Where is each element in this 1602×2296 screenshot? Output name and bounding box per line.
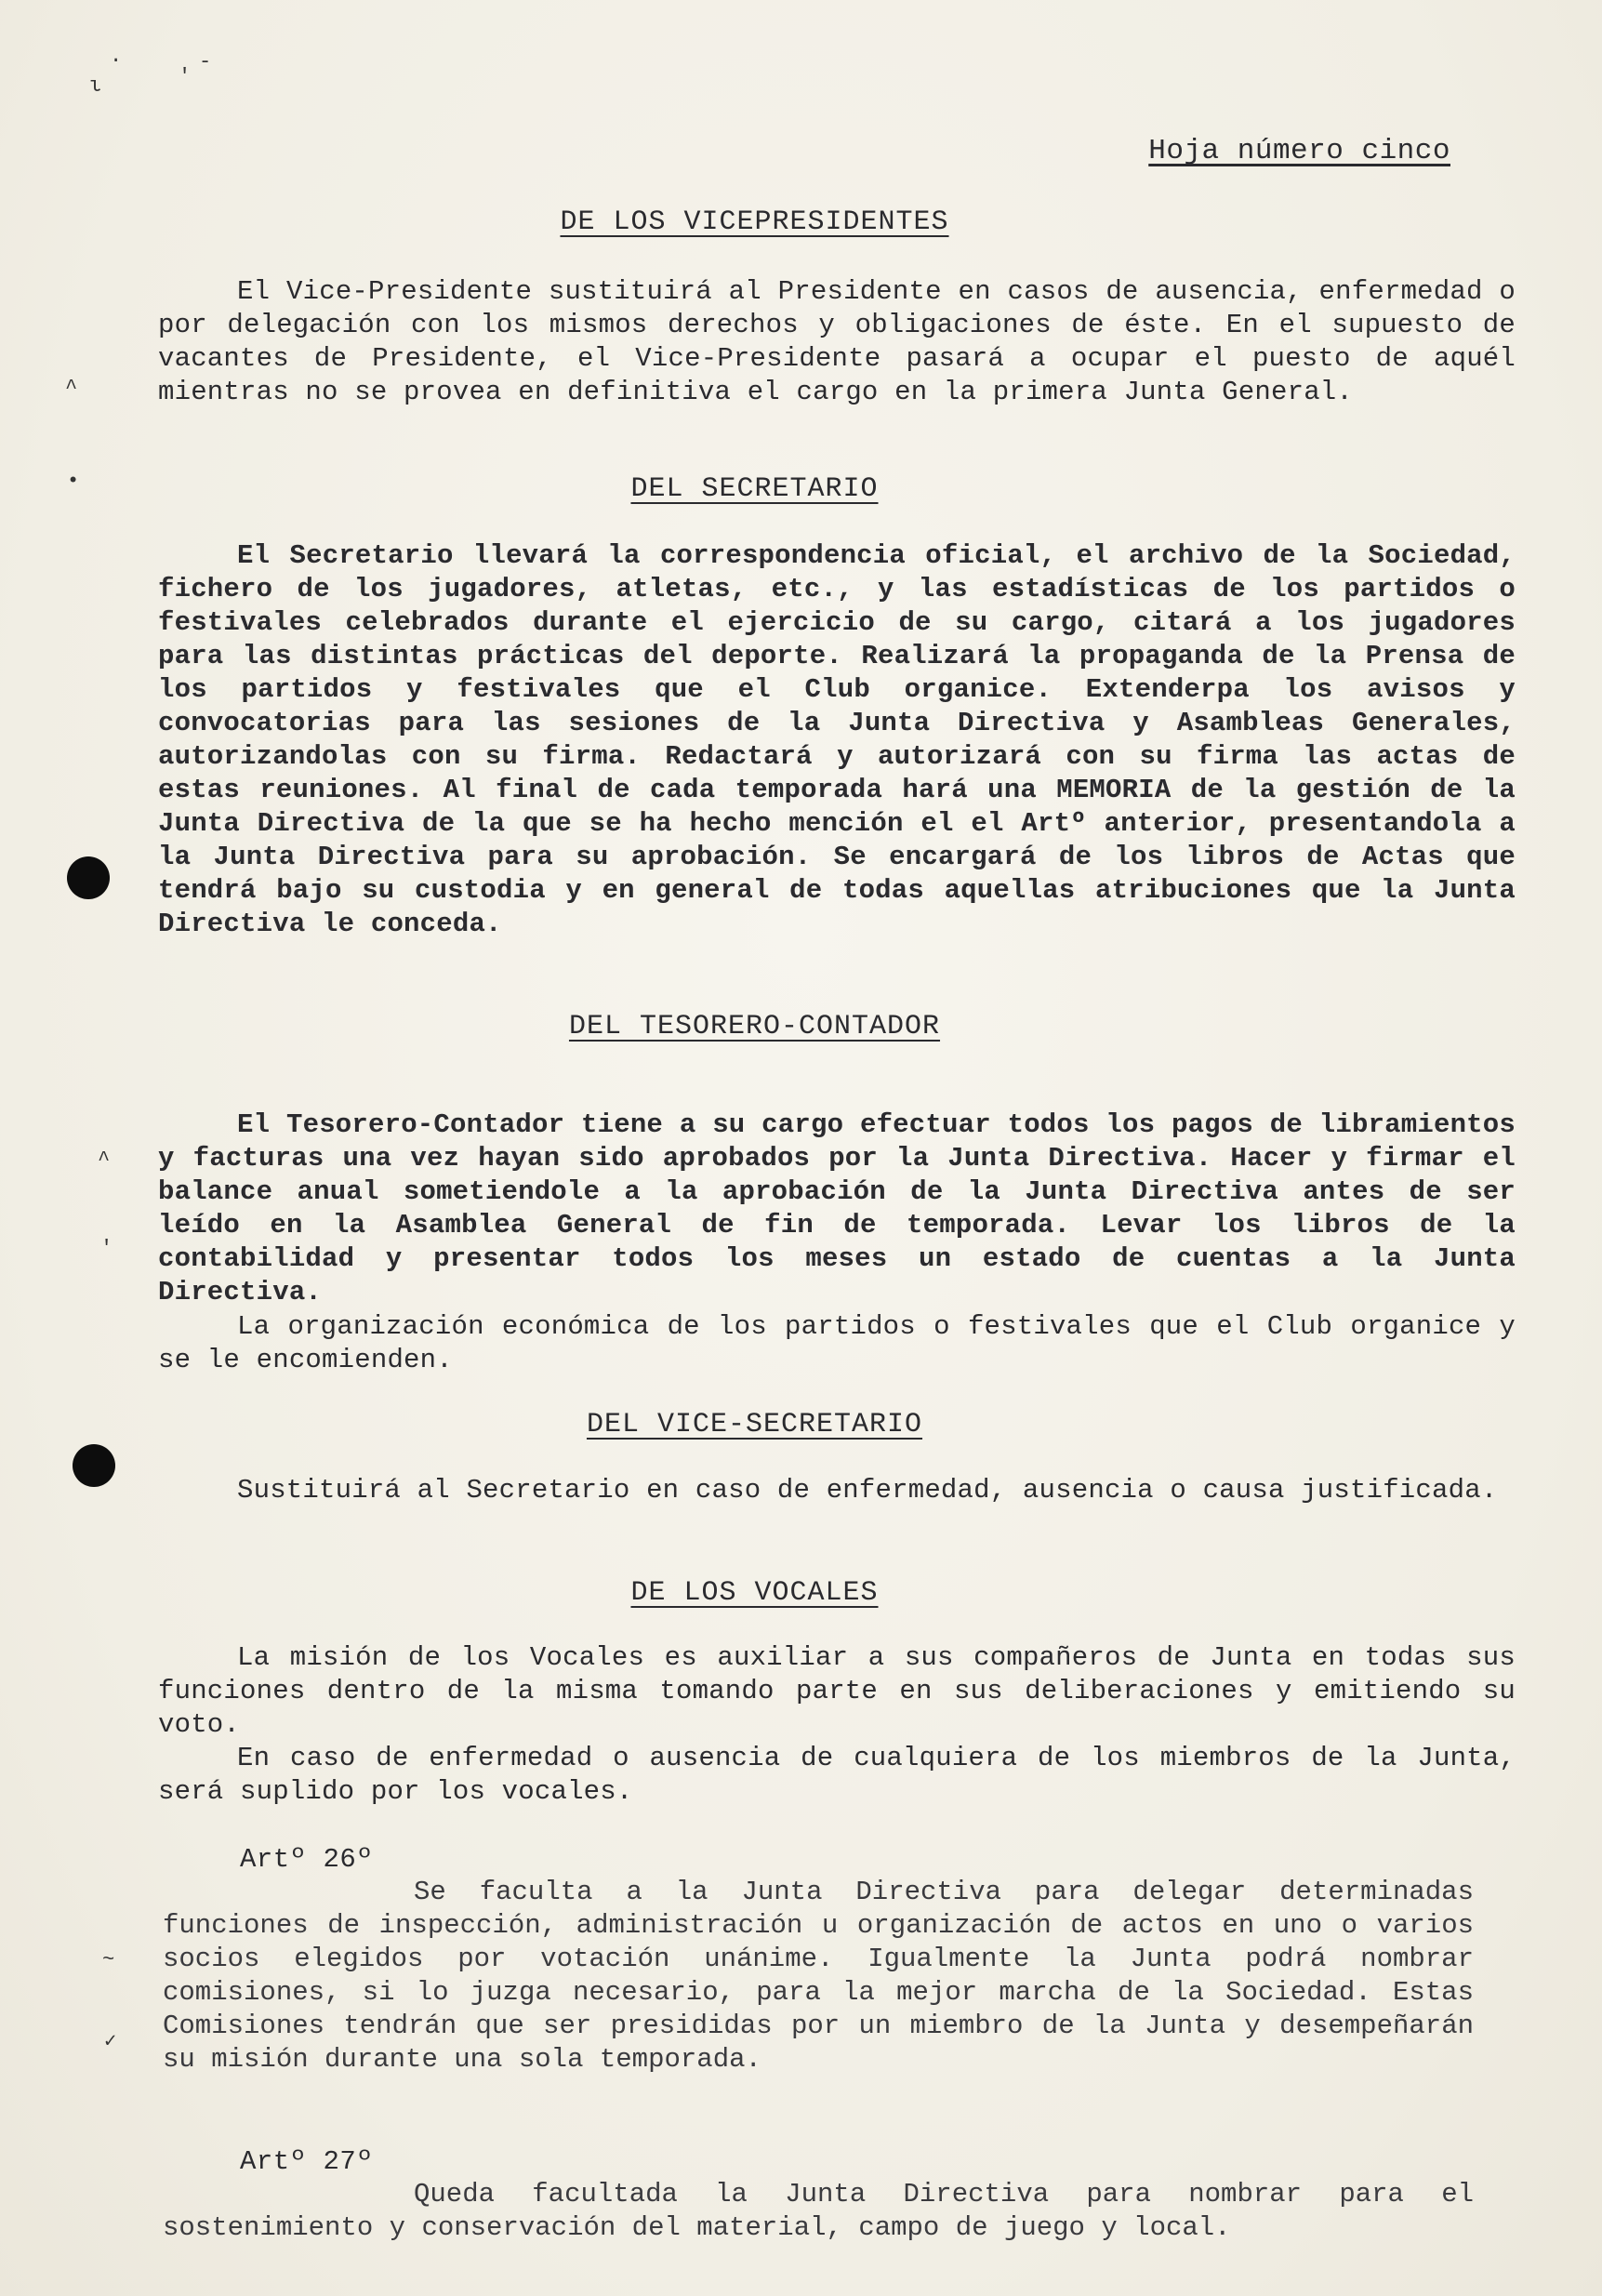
- stray-mark-4: ι: [89, 74, 102, 98]
- heading-vice-secretario: [0, 1409, 1509, 1440]
- punch-hole-bottom: [73, 1444, 115, 1487]
- stray-mark-3: -: [199, 50, 212, 73]
- paragraph-tesorero-1: El Tesorero-Contador tiene a su cargo efectuar todos los pagos de libramientos y facturas una vez hayan sido aprobados por la Junta Directiva. Hacer y firmar el balance anual sometiendole a la aprobación de la Junta Directiva antes de ser leído en la Asamblea General de fin de temporada. Levar los libros de la contabilidad y presentar todos los meses un estado de cuentas a la Junta Directiva.: [158, 1109, 1516, 1307]
- paragraph-tesorero-2: La organización económica de los partidos o festivales que el Club organice y se le encomienden.: [158, 1311, 1516, 1375]
- heading-secretario-text: DEL SECRETARIO: [630, 473, 879, 505]
- paragraph-vocales-2: En caso de enfermedad o ausencia de cualquiera de los miembros de la Junta, será suplido por los vocales.: [158, 1743, 1516, 1807]
- margin-mark-4: ': [100, 1237, 113, 1260]
- article-27-text: Queda facultada la Junta Directiva para nombrar para el sostenimiento y conservación del material, campo de juego y local.: [163, 2179, 1474, 2243]
- article-27-label: Artº 27º: [240, 2146, 374, 2177]
- article-26-label: Artº 26º: [240, 1844, 374, 1875]
- heading-vocales: [0, 1577, 1509, 1609]
- margin-mark-1: ^: [65, 377, 78, 400]
- heading-vice-secretario-text: DEL VICE-SECRETARIO: [586, 1409, 923, 1440]
- heading-tesorero-contador-text: DEL TESORERO-CONTADOR: [568, 1011, 941, 1042]
- article-26-text: Se faculta a la Junta Directiva para delegar determinadas funciones de inspección, administración u organización de actos en uno o varios socios elegidos por votación unánime. Igualmente la Junta podrá nombrar comisiones, si lo juzga necesario, para la mejor marcha de la Sociedad. Estas Comisiones tendrán que ser presididas por un miembro de la Junta y desempeñarán su misión durante una sola temporada.: [163, 1877, 1474, 2075]
- heading-vicepresidentes-text: DE LOS VICEPRESIDENTES: [560, 206, 949, 238]
- margin-mark-5: ~: [102, 1948, 115, 1971]
- margin-mark-6: ✓: [104, 2030, 117, 2053]
- paragraph-secretario: El Secretario llevará la correspondencia oficial, el archivo de la Sociedad, fichero de los jugadores, atletas, etc., y las estadísticas de los partidos o festivales celebrados durante el ejercicio de su cargo, citará a los jugadores para las distintas prácticas del deporte. Realizará la propaganda de la Prensa de los partidos y festivales que el Club organice. Extenderpa los avisos y convocatorias para las sesiones de la Junta Directiva y Asambleas Generales, autorizandolas con su firma. Redactará y autorizará con su firma las actas de estas reuniones. Al final de cada temporada hará una MEMORIA de la gestión de la Junta Directiva de la que se ha hecho mención el el Artº anterior, presentandola a la Junta Directiva para su aprobación. Se encargará de los libros de Actas que tendrá bajo su custodia y en general de todas aquellas atribuciones que la Junta Directiva le conceda.: [158, 540, 1516, 939]
- punch-hole-top: [67, 856, 110, 899]
- paragraph-vocales-1: La misión de los Vocales es auxiliar a sus compañeros de Junta en todas sus funciones dentro de la misma tomando parte en sus deliberaciones y emitiendo su voto.: [158, 1642, 1516, 1740]
- heading-tesorero-contador: [0, 1011, 1509, 1042]
- heading-vocales-text: DE LOS VOCALES: [630, 1577, 879, 1609]
- stray-mark-2: ': [179, 65, 192, 88]
- heading-vicepresidentes: [0, 206, 1509, 238]
- paragraph-vicepresidentes: El Vice-Presidente sustituirá al Presidente en casos de ausencia, enfermedad o por delegación con los mismos derechos y obligaciones de éste. En el supuesto de vacantes de Presidente, el Vice-Presidente pasará a ocupar el puesto de aquél mientras no se provea en definitiva el cargo en la primera Junta General.: [158, 276, 1516, 407]
- paragraph-vice-secretario: Sustituirá al Secretario en caso de enfermedad, ausencia o causa justificada.: [237, 1475, 1498, 1506]
- margin-mark-3: ^: [98, 1148, 111, 1172]
- heading-secretario: [0, 473, 1509, 505]
- margin-mark-2: •: [67, 470, 80, 493]
- page-number-label: Hoja número cinco: [1148, 135, 1450, 167]
- stray-mark-1: .: [110, 45, 123, 68]
